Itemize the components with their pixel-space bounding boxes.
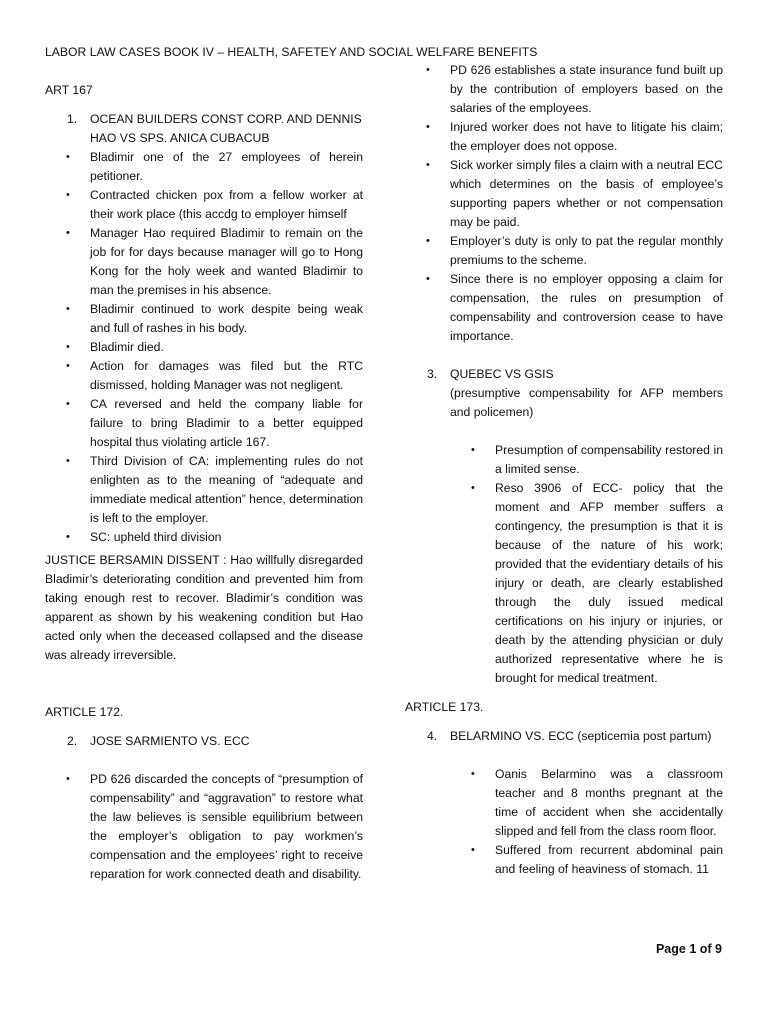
bullet-item — [471, 441, 723, 479]
case-1-heading — [45, 110, 363, 148]
bullet-text: Sick worker simply files a claim with a neutral ECC which determines on the basis of employee’s supporting papers whether or not compensation may be paid. — [450, 158, 723, 229]
bullet-icon: • — [66, 398, 70, 410]
case-title: OCEAN BUILDERS CONST CORP. AND DENNIS HAO VS SPS. ANICA CUBACUB — [90, 112, 362, 145]
page-current: 1 — [689, 942, 697, 956]
page-total: 9 — [715, 942, 722, 956]
bullet-text: Since there is no employer opposing a claim for compensation, the rules on presumption of compensability and controversion cease to have importance. — [450, 272, 723, 343]
bullet-text: Bladimir continued to work despite being weak and full of rashes in his body. — [90, 302, 363, 335]
case-3-subtitle: (presumptive compensability for AFP members and policemen) — [450, 386, 723, 419]
case-number: 4. — [427, 729, 438, 743]
case-number: 2. — [67, 734, 78, 748]
case-3-bullets — [405, 441, 723, 688]
case-number: 3. — [427, 367, 438, 381]
case-number: 1. — [67, 112, 78, 126]
bullet-icon: • — [66, 303, 70, 315]
document-header: LABOR LAW CASES BOOK IV – HEALTH, SAFETEY AND SOCIAL WELFARE BENEFITS — [45, 45, 538, 59]
bullet-item — [66, 224, 363, 300]
bullet-text: Third Division of CA: implementing rules do not enlighten as to the meaning of “adequate and immediate medical attention” hence, determination is left to the employer. — [90, 454, 364, 525]
bullet-item — [66, 338, 363, 357]
art-172-heading: ARTICLE 172. — [45, 705, 124, 719]
dissent-paragraph: JUSTICE BERSAMIN DISSENT : Hao willfully disregarded Bladimir’s deteriorating condition and prevented him from taking enough rest to recover. Bladimir’s condition was apparent as shown by his weakening condition but Hao acted only when the deceased collapsed and the disease was already irreversible. — [45, 553, 363, 662]
bullet-item — [471, 841, 723, 879]
bullet-icon: • — [66, 189, 70, 201]
bullet-item — [426, 118, 723, 156]
bullet-text: Presumption of compensability restored in a limited sense. — [495, 443, 723, 476]
bullet-item — [426, 156, 723, 232]
bullet-icon: • — [66, 360, 70, 372]
bullet-icon: • — [66, 151, 70, 163]
bullet-item — [66, 528, 363, 547]
right-top-bullets — [405, 61, 723, 346]
case-title: JOSE SARMIENTO VS. ECC — [90, 734, 250, 748]
bullet-item — [426, 270, 723, 346]
bullet-text: Reso 3906 of ECC- policy that the moment and AFP member suffers a contingency, the presumption is that it is because of the nature of his work; provided that the evidentiary details of his injury or death, are clearly established through the duly issued medical certifications on his injury or injuries, or death by the attending physician or duly authorized representative where he is brought for medical treatment. — [495, 481, 723, 685]
bullet-text: Manager Hao required Bladimir to remain on the job for for days because manager will go to Hong Kong for the holy week and wanted Bladimir to man the premises in his absence. — [90, 226, 363, 297]
bullet-icon: • — [426, 121, 430, 133]
page-number — [656, 942, 722, 956]
case-4-heading — [405, 727, 723, 746]
bullet-item — [66, 452, 364, 528]
bullet-icon: • — [426, 64, 430, 76]
case-2-bullets — [45, 770, 363, 884]
case-1-bullets — [45, 148, 363, 547]
bullet-item — [471, 479, 723, 688]
bullet-text: Suffered from recurrent abdominal pain and feeling of heaviness of stomach. 11 — [495, 843, 723, 876]
bullet-item — [426, 61, 723, 118]
bullet-icon: • — [66, 455, 70, 467]
bullet-item — [66, 357, 363, 395]
bullet-icon: • — [66, 227, 70, 239]
bullet-icon: • — [471, 482, 475, 494]
bullet-icon: • — [66, 773, 70, 785]
bullet-item — [66, 300, 363, 338]
bullet-icon: • — [426, 273, 430, 285]
bullet-item — [471, 765, 723, 841]
bullet-item — [66, 770, 363, 884]
bullet-text: Bladimir died. — [90, 340, 164, 354]
bullet-item — [66, 148, 363, 186]
case-title: QUEBEC VS GSIS — [450, 367, 554, 381]
bullet-item — [66, 395, 363, 452]
bullet-icon: • — [471, 768, 475, 780]
bullet-item — [66, 186, 363, 224]
page-of-label: of — [699, 942, 712, 956]
bullet-text: Bladimir one of the 27 employees of herein petitioner. — [90, 150, 363, 183]
bullet-text: CA reversed and held the company liable for failure to bring Bladimir to a better equipped hospital thus violating article 167. — [90, 397, 363, 449]
bullet-text: Employer’s duty is only to pat the regular monthly premiums to the scheme. — [450, 234, 723, 267]
bullet-text: SC: upheld third division — [90, 530, 222, 544]
bullet-text: Action for damages was filed but the RTC dismissed, holding Manager was not negligent. — [90, 359, 363, 392]
right-column — [405, 61, 723, 879]
bullet-icon: • — [471, 444, 475, 456]
case-4-bullets — [405, 765, 723, 879]
case-3-heading — [405, 365, 723, 384]
bullet-item — [426, 232, 723, 270]
art-173-heading: ARTICLE 173. — [405, 700, 484, 714]
bullet-icon: • — [66, 531, 70, 543]
case-2-heading — [45, 732, 363, 751]
bullet-text: PD 626 establishes a state insurance fund built up by the contribution of employers based on the salaries of the employees. — [450, 63, 723, 115]
art-167-heading: ART 167 — [45, 83, 93, 97]
case-title: BELARMINO VS. ECC (septicemia post partum) — [450, 729, 712, 743]
page-label: Page — [655, 942, 686, 956]
bullet-text: Injured worker does not have to litigate his claim; the employer does not oppose. — [450, 120, 723, 153]
bullet-text: Contracted chicken pox from a fellow worker at their work place (this accdg to employer himself — [90, 188, 363, 221]
bullet-text: Oanis Belarmino was a classroom teacher and 8 months pregnant at the time of accident when she accidentally slipped and fell from the class room floor. — [495, 767, 723, 838]
bullet-icon: • — [471, 844, 475, 856]
bullet-text: PD 626 discarded the concepts of “presumption of compensability” and “aggravation” to restore what the law believes is sensible equilibrium between the employer’s obligation to pay workmen’s compensation and the employees’ right to receive reparation for work connected death and disability. — [90, 772, 363, 881]
bullet-icon: • — [426, 159, 430, 171]
bullet-icon: • — [66, 341, 70, 353]
bullet-icon: • — [426, 235, 430, 247]
